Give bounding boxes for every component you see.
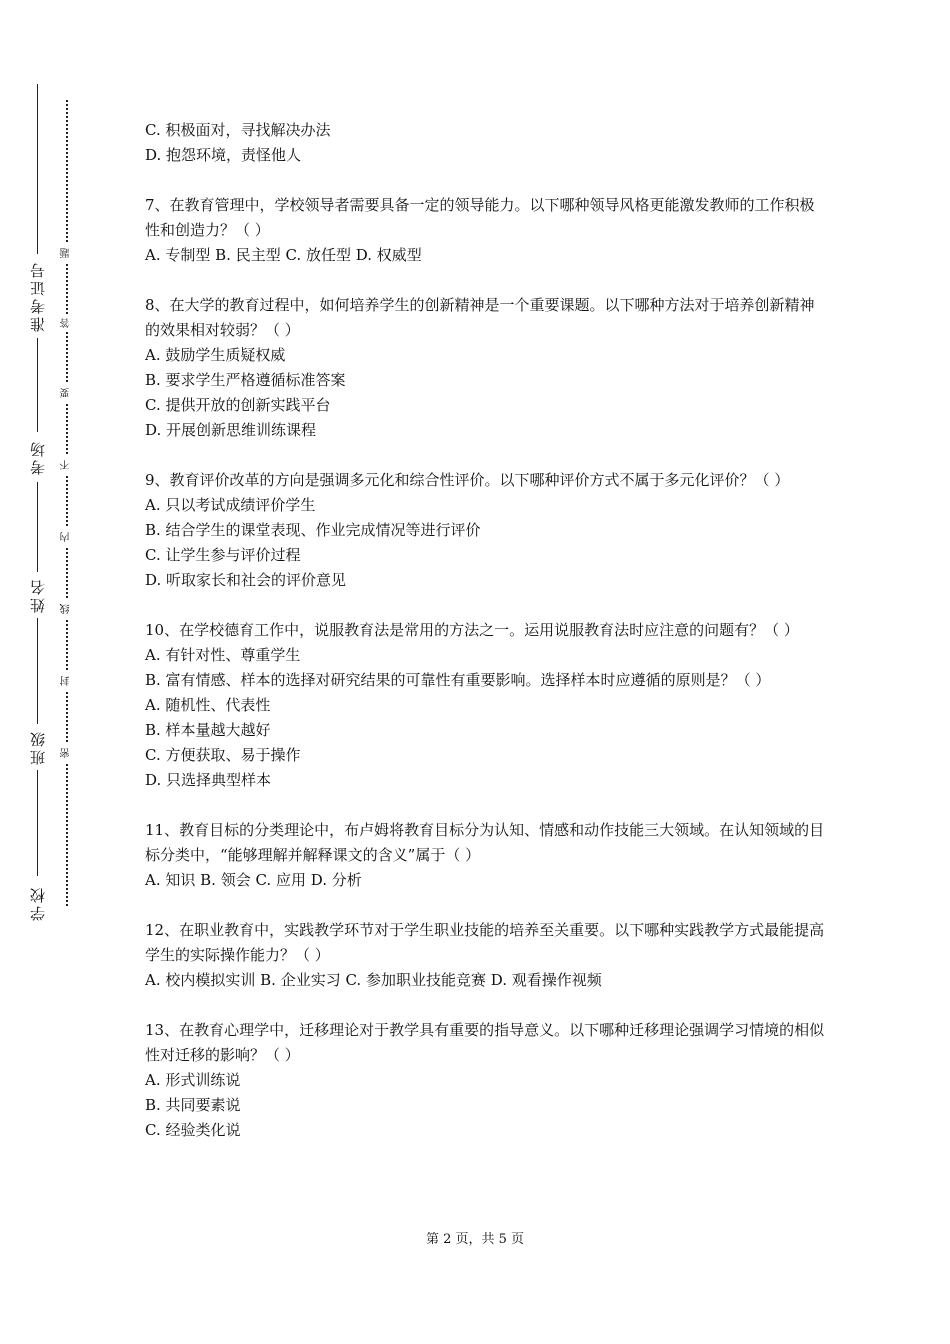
option-line: B. 结合学生的课堂表现、作业完成情况等进行评价: [145, 521, 481, 539]
option-line: A. 校内模拟实训 B. 企业实习 C. 参加职业技能竞赛 D. 观看操作视频: [145, 971, 602, 989]
underline: [37, 618, 38, 724]
question-block: [145, 193, 825, 268]
question-stem: 11、教育目标的分类理论中，布卢姆将教育目标分为认知、情感和动作技能三大领域。在认知领域的目标分类中，“能够理解并解释课文的含义”属于（ ）: [145, 821, 825, 864]
binding-margin: [0, 0, 120, 1344]
question-block: [145, 818, 825, 893]
question-block: [145, 618, 825, 793]
seal-char: 内: [58, 528, 76, 546]
option-line: A. 专制型 B. 民主型 C. 放任型 D. 权威型: [145, 246, 422, 264]
option-line: C. 经验类化说: [145, 1121, 241, 1139]
option-line: A. 随机性、代表性: [145, 696, 271, 714]
underline: [37, 84, 38, 254]
seal-char: 题: [58, 244, 76, 262]
option-line: B. 共同要素说: [145, 1096, 241, 1114]
option-line: A. 有针对性、尊重学生: [145, 646, 301, 664]
label-school: 学校: [29, 885, 47, 921]
option-line: D. 听取家长和社会的评价意见: [145, 571, 347, 589]
seal-char: 要: [58, 384, 76, 402]
seal-char: 线: [58, 600, 76, 618]
option-line: A. 鼓励学生质疑权威: [145, 346, 286, 364]
option-line: C. 方便获取、易于操作: [145, 746, 301, 764]
option-line: C. 提供开放的创新实践平台: [145, 396, 331, 414]
question-stem: 9、教育评价改革的方向是强调多元化和综合性评价。以下哪种评价方式不属于多元化评价？（ ）: [145, 471, 790, 489]
option-line: D. 抱怨环境，责怪他人: [145, 146, 302, 164]
question-stem: 8、在大学的教育过程中，如何培养学生的创新精神是一个重要课题。以下哪种方法对于培养创新精神的效果相对较弱？（ ）: [145, 296, 815, 339]
option-line: C. 积极面对，寻找解决办法: [145, 121, 331, 139]
question-stem: 10、在学校德育工作中，说服教育法是常用的方法之一。运用说服教育法时应注意的问题有？（ ）: [145, 621, 799, 639]
underline: [37, 482, 38, 572]
seal-dotted-line: [66, 100, 68, 906]
option-line: A. 形式训练说: [145, 1071, 241, 1089]
underline: [37, 770, 38, 876]
question-list: [145, 118, 825, 1143]
option-line: B. 样本量越大越好: [145, 721, 271, 739]
seal-char: 不: [58, 456, 76, 474]
question-stem: 13、在教育心理学中，迁移理论对于教学具有重要的指导意义。以下哪种迁移理论强调学习情境的相似性对迁移的影响？（ ）: [145, 1021, 825, 1064]
seal-char: 密: [58, 744, 76, 762]
label-exam-room: 考场: [29, 439, 47, 475]
question-block: [145, 118, 825, 168]
seal-char: 答: [58, 314, 76, 332]
question-stem: 7、在教育管理中，学校领导者需要具备一定的领导能力。以下哪种领导风格更能激发教师的工作积极性和创造力？（ ）: [145, 196, 815, 239]
label-class: 班级: [29, 729, 47, 765]
option-line: B. 富有情感、样本的选择对研究结果的可靠性有重要影响。选择样本时应遵循的原则是？（ ）: [145, 671, 771, 689]
option-line: D. 开展创新思维训练课程: [145, 421, 317, 439]
question-block: [145, 293, 825, 443]
option-line: A. 只以考试成绩评价学生: [145, 496, 316, 514]
page-footer: 第 2 页，共 5 页: [425, 1232, 525, 1247]
option-line: B. 要求学生严格遵循标准答案: [145, 371, 346, 389]
label-name: 姓名: [29, 577, 47, 613]
label-admission-number: 准考证号: [29, 260, 47, 332]
question-block: [145, 468, 825, 593]
question-stem: 12、在职业教育中，实践教学环节对于学生职业技能的培养至关重要。以下哪种实践教学方式最能提高学生的实际操作能力？（ ）: [145, 921, 825, 964]
question-block: [145, 1018, 825, 1143]
seal-char: 封: [58, 672, 76, 690]
option-line: D. 只选择典型样本: [145, 771, 272, 789]
option-line: A. 知识 B. 领会 C. 应用 D. 分析: [145, 871, 362, 889]
option-line: C. 让学生参与评价过程: [145, 546, 301, 564]
underline: [37, 338, 38, 432]
question-block: [145, 918, 825, 993]
